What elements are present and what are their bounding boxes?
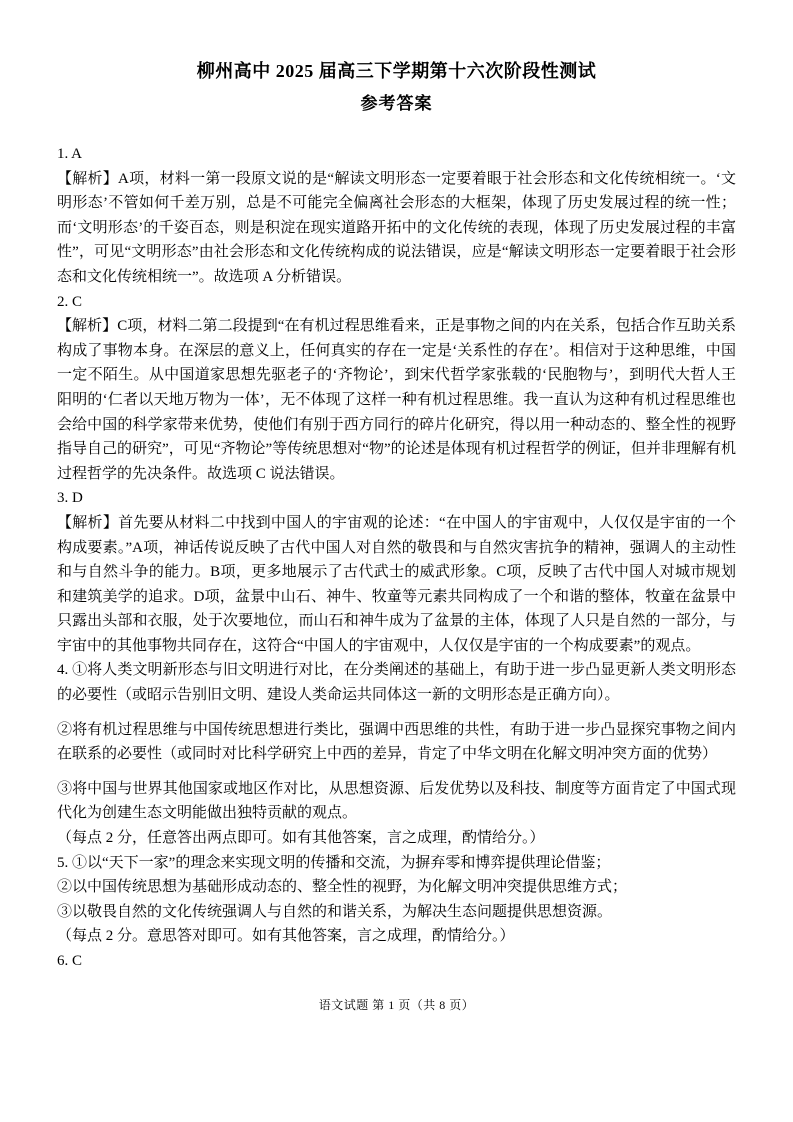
analysis-3: 【解析】首先要从材料二中找到中国人的宇宙观的论述：“在中国人的宇宙观中，人仅仅是宇宙的一个构成要素。”A项，神话传说反映了古代中国人对自然的敬畏和与自然灾害抗争的精神，强调人的主动性和与自然斗争的能力。B项，更多地展示了古代武士的威武形象。C项，反映了古代中国人对城市规划和建筑美学的追求。D项，盆景中山石、神牛、牧童等元素共同构成了一个和谐的整体，牧童在盆景中只露出头部和衣服，处于次要地位，而山石和神牛成为了盆景的主体，体现了人只是自然的一部分，与宇宙中的其他事物共同存在，这符合“中国人的宇宙观中，人仅仅是宇宙的一个构成要素”的观点。 (57, 514, 736, 654)
answer-4-point-3: ③将中国与世界其他国家或地区作对比，从思想资源、后发优势以及科技、制度等方面肯定了中国式现代化为创建生态文明能做出独特贡献的观点。 (57, 780, 736, 822)
answer-5-point-2: ②以中国传统思想为基础形成动态的、整全性的视野，为化解文明冲突提供思维方式； (57, 879, 628, 896)
answer-5-point-1: 5. ①以“天下一家”的理念来实现文明的传播和交流，为摒弃零和博弈提供理论借鉴； (57, 854, 611, 871)
answer-2: 2. C (57, 293, 83, 310)
answer-6: 6. C (57, 953, 83, 969)
answer-5-point-3: ③以敬畏自然的文化传统强调人与自然的和谐关系，为解决生态问题提供思想资源。 (57, 903, 613, 920)
answer-3: 3. D (57, 490, 83, 507)
analysis-2: 【解析】C项，材料二第二段提到“在有机过程思维看来，正是事物之间的内在关系，包括合作互助关系构成了事物本身。在深层的意义上，任何真实的存在一定是‘关系性的存在’。相信对于这种思维，中国一定不陌生。从中国道家思想先驱老子的‘齐物论’，到宋代哲学家张载的‘民胞物与’，到明代大哲人王阳明的‘仁者以天地万物为一体’，无不体现了这样一种有机过程思维。我一直认为这种有机过程思维也会给中国的科学家带来优势，使他们有别于西方同行的碎片化研究，得以用一种动态的、整全性的视野指导自己的研究”，可见“齐物论”等传统思想对“物”的论述是体现有机过程哲学的例证，但并非理解有机过程哲学的先决条件。故选项 C 说法错误。 (57, 318, 736, 482)
page-title: 柳州高中 2025 届高三下学期第十六次阶段性测试 (196, 61, 597, 81)
answer-4-point-2: ②将有机过程思维与中国传统思想进行类比，强调中西思维的共性，有助于进一步凸显探究事物之间内在联系的必要性（或同时对比科学研究上中西的差异，肯定了中华文明在化解文明冲突方面的优势） (57, 721, 736, 763)
answer-4-scoring-note: （每点 2 分，任意答出两点即可。如有其他答案，言之成理，酌情给分。） (57, 830, 545, 847)
answer-key-content (57, 142, 736, 974)
page-subtitle: 参考答案 (360, 94, 433, 113)
answer-5-scoring-note: （每点 2 分。意思答对即可。如有其他答案，言之成理，酌情给分。） (57, 928, 515, 945)
analysis-1: 【解析】A项，材料一第一段原文说的是“解读文明形态一定要着眼于社会形态和文化传统相统一。‘文明形态’不管如何千差万别，总是不可能完全偏离社会形态的大框架，体现了历史发展过程的统一性；而‘文明形态’的千姿百态，则是积淀在现实道路开拓中的文化传统的表现，体现了历史发展过程的丰富性”，可见“文明形态”由社会形态和文化传统构成的说法错误，应是“解读文明形态一定要着眼于社会形态和文化传统相统一”。故选项 A 分析错误。 (57, 170, 736, 285)
answer-1: 1. A (57, 146, 83, 162)
page-footer: 语文试题 第 1 页（共 8 页） (318, 998, 475, 1012)
answer-4-point-1: 4. ①将人类文明新形态与旧文明进行对比，在分类阐述的基础上，有助于进一步凸显更新人类文明形态的必要性（或昭示告别旧文明、建设人类命运共同体这一新的文明形态是正确方向）。 (57, 662, 736, 704)
